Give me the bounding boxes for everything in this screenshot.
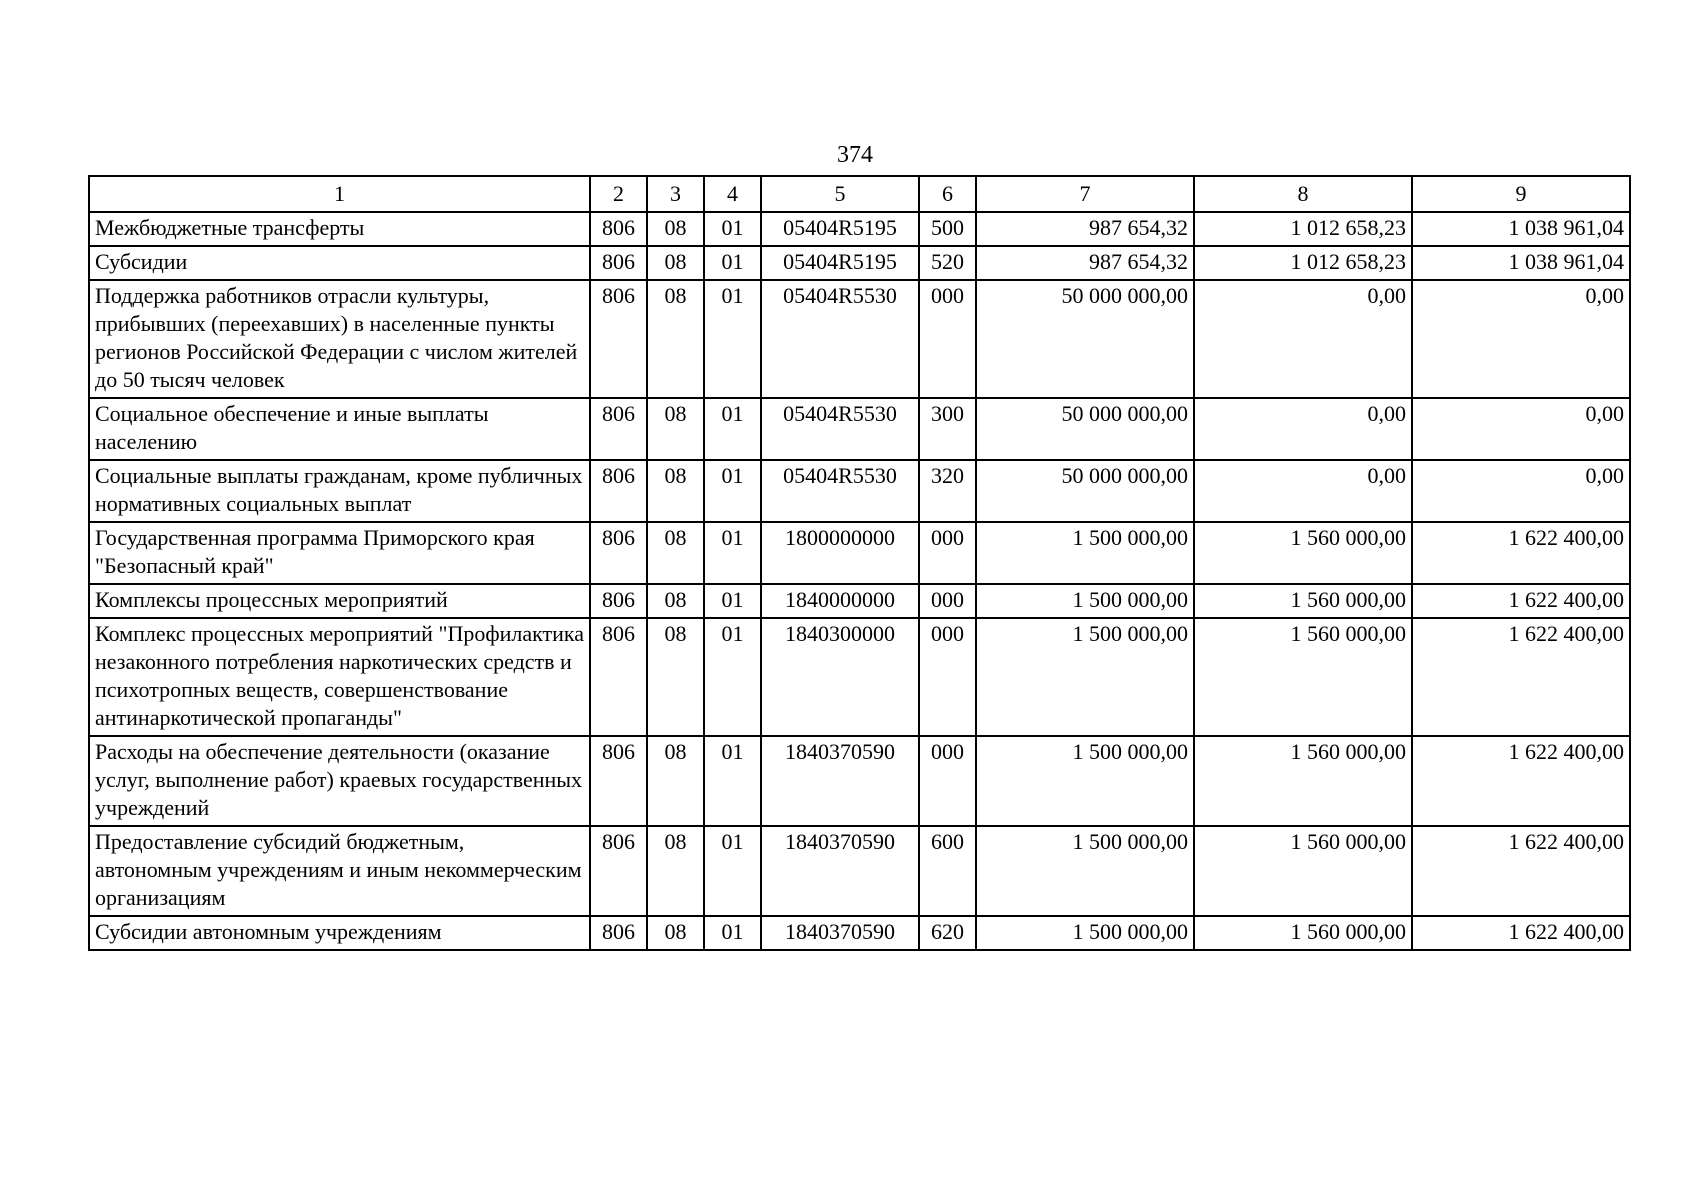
row-code-2: 806 xyxy=(590,522,647,584)
row-code-6: 000 xyxy=(919,280,976,398)
table-row xyxy=(89,212,1630,246)
budget-table xyxy=(88,175,1631,951)
row-code-4: 01 xyxy=(704,916,761,950)
row-code-4: 01 xyxy=(704,618,761,736)
row-code-6: 000 xyxy=(919,584,976,618)
row-code-4: 01 xyxy=(704,826,761,916)
row-amount-8: 1 560 000,00 xyxy=(1194,522,1412,584)
row-amount-7: 987 654,32 xyxy=(976,246,1194,280)
row-code-3: 08 xyxy=(647,246,704,280)
row-amount-8: 1 560 000,00 xyxy=(1194,826,1412,916)
row-name: Государственная программа Приморского края "Безопасный край" xyxy=(89,522,590,584)
row-amount-9: 1 622 400,00 xyxy=(1412,826,1630,916)
column-header-5: 5 xyxy=(761,176,919,212)
row-code-3: 08 xyxy=(647,736,704,826)
row-amount-7: 987 654,32 xyxy=(976,212,1194,246)
row-code-4: 01 xyxy=(704,522,761,584)
column-header-6: 6 xyxy=(919,176,976,212)
table-row xyxy=(89,522,1630,584)
row-code-2: 806 xyxy=(590,826,647,916)
row-amount-9: 1 038 961,04 xyxy=(1412,246,1630,280)
row-amount-9: 1 038 961,04 xyxy=(1412,212,1630,246)
row-name: Субсидии автономным учреждениям xyxy=(89,916,590,950)
row-amount-7: 1 500 000,00 xyxy=(976,618,1194,736)
page-number: 374 xyxy=(837,142,873,168)
row-code-6: 000 xyxy=(919,618,976,736)
row-code-3: 08 xyxy=(647,212,704,246)
row-amount-8: 1 560 000,00 xyxy=(1194,618,1412,736)
column-header-7: 7 xyxy=(976,176,1194,212)
row-code-6: 320 xyxy=(919,460,976,522)
table-row xyxy=(89,736,1630,826)
row-code-2: 806 xyxy=(590,736,647,826)
row-code-6: 300 xyxy=(919,398,976,460)
row-code-2: 806 xyxy=(590,916,647,950)
row-amount-8: 1 012 658,23 xyxy=(1194,246,1412,280)
table-row xyxy=(89,398,1630,460)
row-name: Субсидии xyxy=(89,246,590,280)
row-amount-8: 1 012 658,23 xyxy=(1194,212,1412,246)
row-amount-7: 1 500 000,00 xyxy=(976,584,1194,618)
table-row xyxy=(89,618,1630,736)
row-amount-7: 1 500 000,00 xyxy=(976,916,1194,950)
row-amount-9: 0,00 xyxy=(1412,280,1630,398)
row-amount-9: 0,00 xyxy=(1412,460,1630,522)
row-amount-9: 1 622 400,00 xyxy=(1412,618,1630,736)
row-amount-7: 50 000 000,00 xyxy=(976,280,1194,398)
row-code-6: 000 xyxy=(919,736,976,826)
column-header-9: 9 xyxy=(1412,176,1630,212)
row-amount-8: 1 560 000,00 xyxy=(1194,736,1412,826)
row-code-5: 05404R5195 xyxy=(761,246,919,280)
row-code-5: 1800000000 xyxy=(761,522,919,584)
row-amount-8: 0,00 xyxy=(1194,398,1412,460)
row-code-6: 520 xyxy=(919,246,976,280)
row-code-5: 05404R5530 xyxy=(761,398,919,460)
column-header-3: 3 xyxy=(647,176,704,212)
row-code-5: 05404R5530 xyxy=(761,280,919,398)
row-name: Расходы на обеспечение деятельности (оказание услуг, выполнение работ) краевых государственных учреждений xyxy=(89,736,590,826)
row-code-4: 01 xyxy=(704,398,761,460)
row-code-4: 01 xyxy=(704,246,761,280)
row-code-6: 600 xyxy=(919,826,976,916)
row-code-2: 806 xyxy=(590,246,647,280)
row-code-2: 806 xyxy=(590,618,647,736)
row-amount-7: 1 500 000,00 xyxy=(976,522,1194,584)
row-code-5: 1840300000 xyxy=(761,618,919,736)
row-amount-7: 50 000 000,00 xyxy=(976,398,1194,460)
row-amount-7: 50 000 000,00 xyxy=(976,460,1194,522)
row-code-3: 08 xyxy=(647,398,704,460)
table-row xyxy=(89,246,1630,280)
row-code-3: 08 xyxy=(647,522,704,584)
row-amount-9: 1 622 400,00 xyxy=(1412,736,1630,826)
row-code-3: 08 xyxy=(647,618,704,736)
row-code-2: 806 xyxy=(590,398,647,460)
column-header-2: 2 xyxy=(590,176,647,212)
row-name: Социальные выплаты гражданам, кроме публичных нормативных социальных выплат xyxy=(89,460,590,522)
row-code-5: 1840370590 xyxy=(761,916,919,950)
row-name: Поддержка работников отрасли культуры, прибывших (переехавших) в населенные пункты регионов Российской Федерации с числом жителей до 50 тысяч человек xyxy=(89,280,590,398)
table-row xyxy=(89,460,1630,522)
row-amount-9: 0,00 xyxy=(1412,398,1630,460)
row-amount-8: 1 560 000,00 xyxy=(1194,916,1412,950)
row-amount-9: 1 622 400,00 xyxy=(1412,916,1630,950)
table-row xyxy=(89,280,1630,398)
row-amount-9: 1 622 400,00 xyxy=(1412,522,1630,584)
row-name: Социальное обеспечение и иные выплаты населению xyxy=(89,398,590,460)
row-code-5: 1840370590 xyxy=(761,736,919,826)
row-code-5: 05404R5530 xyxy=(761,460,919,522)
row-amount-8: 1 560 000,00 xyxy=(1194,584,1412,618)
row-code-3: 08 xyxy=(647,916,704,950)
row-code-2: 806 xyxy=(590,460,647,522)
row-code-3: 08 xyxy=(647,826,704,916)
row-code-4: 01 xyxy=(704,584,761,618)
row-code-2: 806 xyxy=(590,584,647,618)
column-header-8: 8 xyxy=(1194,176,1412,212)
row-code-4: 01 xyxy=(704,460,761,522)
row-code-5: 1840370590 xyxy=(761,826,919,916)
row-code-4: 01 xyxy=(704,212,761,246)
row-name: Комплекс процессных мероприятий "Профилактика незаконного потребления наркотических средств и психотропных веществ, совершенствование антинаркотической пропаганды" xyxy=(89,618,590,736)
row-amount-8: 0,00 xyxy=(1194,280,1412,398)
table-row xyxy=(89,916,1630,950)
row-name: Межбюджетные трансферты xyxy=(89,212,590,246)
row-code-3: 08 xyxy=(647,280,704,398)
header-row xyxy=(89,176,1630,212)
row-amount-8: 0,00 xyxy=(1194,460,1412,522)
column-header-4: 4 xyxy=(704,176,761,212)
row-code-2: 806 xyxy=(590,212,647,246)
row-amount-7: 1 500 000,00 xyxy=(976,826,1194,916)
row-code-3: 08 xyxy=(647,460,704,522)
row-code-5: 1840000000 xyxy=(761,584,919,618)
row-code-6: 620 xyxy=(919,916,976,950)
row-code-4: 01 xyxy=(704,736,761,826)
row-code-6: 000 xyxy=(919,522,976,584)
row-code-3: 08 xyxy=(647,584,704,618)
row-code-6: 500 xyxy=(919,212,976,246)
row-name: Предоставление субсидий бюджетным, автономным учреждениям и иным некоммерческим организациям xyxy=(89,826,590,916)
table-row xyxy=(89,584,1630,618)
row-amount-7: 1 500 000,00 xyxy=(976,736,1194,826)
row-amount-9: 1 622 400,00 xyxy=(1412,584,1630,618)
row-code-5: 05404R5195 xyxy=(761,212,919,246)
table-row xyxy=(89,826,1630,916)
row-code-2: 806 xyxy=(590,280,647,398)
row-code-4: 01 xyxy=(704,280,761,398)
column-header-1: 1 xyxy=(89,176,590,212)
row-name: Комплексы процессных мероприятий xyxy=(89,584,590,618)
